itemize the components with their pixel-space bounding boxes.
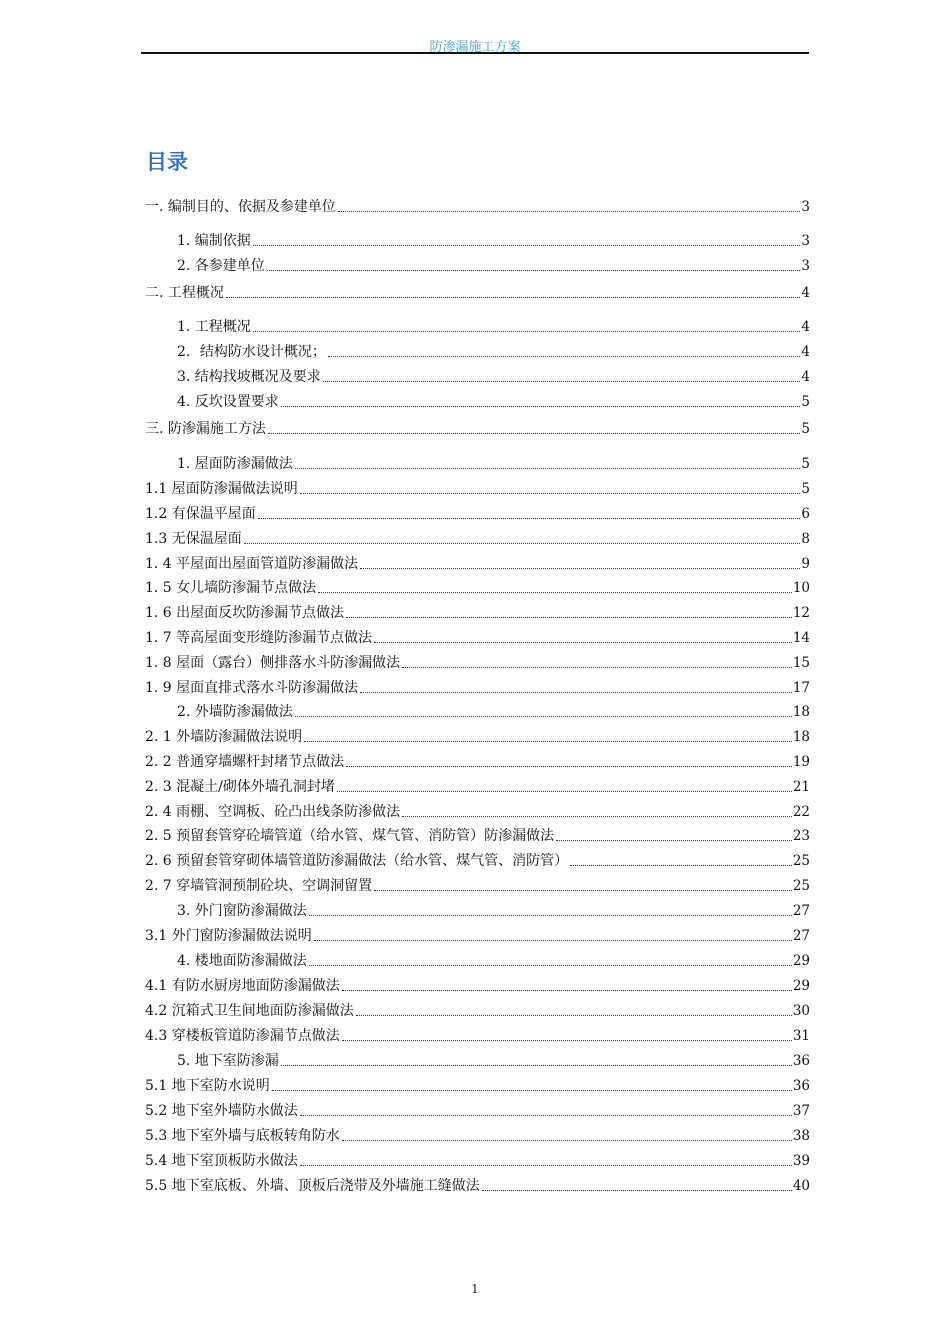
toc-dot-leader: [304, 740, 792, 742]
toc-entry-page-number: 25: [792, 878, 810, 894]
toc-entry-label: 5.1 地下室防水说明: [145, 1078, 270, 1094]
toc-dot-leader: [267, 269, 801, 271]
toc-dot-leader: [300, 492, 801, 494]
toc-entry-label: 2．结构防水设计概况；: [177, 344, 326, 360]
toc-dot-leader: [346, 616, 792, 618]
toc-dot-leader: [300, 1164, 792, 1166]
toc-dot-leader: [323, 380, 801, 382]
toc-entry-label: 5.3 地下室外墙与底板转角防水: [145, 1128, 340, 1144]
toc-entry-label: 4.3 穿楼板管道防渗漏节点做法: [145, 1028, 340, 1044]
toc-entry[interactable]: [145, 227, 810, 249]
toc-dot-leader: [318, 591, 792, 593]
toc-entry[interactable]: [145, 1047, 810, 1069]
toc-dot-leader: [244, 542, 801, 544]
toc-dot-leader: [295, 715, 792, 717]
toc-entry-label: 1.3 无保温屋面: [145, 531, 242, 547]
toc-entry[interactable]: [145, 997, 810, 1019]
toc-dot-leader: [268, 432, 801, 434]
toc-entry-page-number: 27: [792, 903, 810, 919]
toc-dot-leader: [295, 467, 801, 469]
toc-entry-page-number: 4: [801, 285, 810, 301]
toc-entry-label: 2. 4 雨棚、空调板、砼凸出线条防渗做法: [145, 804, 401, 820]
toc-dot-leader: [338, 210, 801, 212]
toc-dot-leader: [300, 1114, 792, 1116]
toc-entry-page-number: 29: [792, 953, 810, 969]
toc-entry-label: 5.2 地下室外墙防水做法: [145, 1103, 298, 1119]
toc-entry-label: 1. 8 屋面（露台）侧排落水斗防渗漏做法: [145, 655, 401, 671]
toc-entry[interactable]: [145, 450, 810, 472]
toc-entry-page-number: 3: [801, 199, 810, 215]
toc-dot-leader: [253, 330, 801, 332]
toc-entry-page-number: 4: [801, 319, 810, 335]
toc-dot-leader: [253, 244, 801, 246]
toc-entry[interactable]: [145, 698, 810, 720]
toc-dot-leader: [314, 939, 792, 941]
toc-entry-label: 3.1 外门窗防渗漏做法说明: [145, 928, 312, 944]
toc-dot-leader: [258, 517, 801, 519]
toc-entry[interactable]: [145, 822, 810, 844]
toc-entry-page-number: 5: [801, 421, 810, 437]
toc-dot-leader: [281, 405, 801, 407]
toc-entry-label: 4.1 有防水厨房地面防渗漏做法: [145, 978, 340, 994]
toc-entry[interactable]: [145, 972, 810, 994]
toc-dot-leader: [281, 1064, 792, 1066]
toc-entry-page-number: 27: [792, 928, 810, 944]
toc-entry-label: 2. 各参建单位: [177, 258, 265, 274]
toc-entry-label: 3. 外门窗防渗漏做法: [177, 903, 307, 919]
toc-entry-page-number: 25: [792, 853, 810, 869]
toc-entry-label: 一. 编制目的、依据及参建单位: [145, 199, 336, 215]
toc-entry-page-number: 36: [792, 1078, 810, 1094]
toc-entry-page-number: 12: [792, 605, 810, 621]
toc-entry-page-number: 5: [801, 394, 810, 410]
toc-entry-page-number: 17: [792, 680, 810, 696]
toc-entry[interactable]: [145, 252, 810, 274]
toc-entry-page-number: 14: [792, 630, 810, 646]
toc-entry-label: 2. 外墙防渗漏做法: [177, 704, 293, 720]
toc-entry-page-number: 38: [792, 1128, 810, 1144]
toc-entry-page-number: 10: [792, 580, 810, 596]
toc-dot-leader: [360, 567, 800, 569]
toc-entry[interactable]: [145, 338, 810, 360]
toc-entry[interactable]: [145, 415, 810, 437]
toc-entry[interactable]: [145, 363, 810, 385]
toc-entry-label: 1.2 有保温平屋面: [145, 506, 256, 522]
toc-entry[interactable]: [145, 193, 810, 215]
toc-entry-label: 1. 工程概况: [177, 319, 251, 335]
page-number: 1: [471, 1282, 479, 1296]
toc-entry-page-number: 4: [801, 344, 810, 360]
toc-entry-page-number: 29: [792, 978, 810, 994]
toc-entry-page-number: 3: [801, 233, 810, 249]
toc-entry-label: 4. 反坎设置要求: [177, 394, 279, 410]
toc-entry-page-number: 9: [801, 556, 810, 572]
toc-dot-leader: [328, 355, 800, 357]
toc-dot-leader: [482, 1189, 792, 1191]
toc-dot-leader: [342, 989, 792, 991]
toc-entry[interactable]: [145, 847, 810, 869]
toc-entry-label: 2. 7 穿墙管洞预制砼块、空调洞留置: [145, 878, 373, 894]
toc-dot-leader: [226, 296, 801, 298]
toc-entry[interactable]: [145, 649, 810, 671]
toc-dot-leader: [272, 1089, 792, 1091]
toc-entry-label: 2. 2 普通穿墙螺杆封堵节点做法: [145, 754, 345, 770]
toc-entry-page-number: 18: [792, 729, 810, 745]
toc-dot-leader: [402, 815, 792, 817]
toc-dot-leader: [374, 889, 792, 891]
toc-entry[interactable]: [145, 723, 810, 745]
toc-entry-label: 1. 编制依据: [177, 233, 251, 249]
running-header-title: 防渗漏施工方案: [429, 40, 521, 55]
toc-entry-label: 1. 9 屋面直排式落水斗防渗漏做法: [145, 680, 359, 696]
toc-dot-leader: [374, 641, 792, 643]
toc-entry[interactable]: [145, 388, 810, 410]
toc-entry-label: 1. 7 等高屋面变形缝防渗漏节点做法: [145, 630, 373, 646]
toc-entry-page-number: 39: [792, 1153, 810, 1169]
toc-entry[interactable]: [145, 773, 810, 795]
toc-entry-label: 1.1 屋面防渗漏做法说明: [145, 481, 298, 497]
toc-heading: 目录: [146, 149, 188, 174]
toc-entry[interactable]: [145, 1097, 810, 1119]
toc-entry[interactable]: [145, 1022, 810, 1044]
toc-entry-label: 1. 4 平屋面出屋面管道防渗漏做法: [145, 556, 359, 572]
toc-entry[interactable]: [145, 313, 810, 335]
toc-entry[interactable]: [145, 872, 810, 894]
toc-entry-label: 3. 结构找坡概况及要求: [177, 369, 321, 385]
toc-dot-leader: [342, 1139, 792, 1141]
toc-entry-page-number: 8: [801, 531, 810, 547]
toc-entry-page-number: 4: [801, 369, 810, 385]
toc-entry-label: 1. 5 女儿墙防渗漏节点做法: [145, 580, 317, 596]
toc-entry[interactable]: [145, 1172, 810, 1194]
toc-dot-leader: [309, 964, 792, 966]
toc-entry-page-number: 30: [792, 1003, 810, 1019]
toc-entry[interactable]: [145, 500, 810, 522]
toc-entry-label: 2. 3 混凝土/砌体外墙孔洞封堵: [145, 779, 335, 795]
toc-entry-page-number: 19: [792, 754, 810, 770]
toc-dot-leader: [556, 839, 792, 841]
toc-entry-label: 2. 1 外墙防渗漏做法说明: [145, 729, 303, 745]
toc-entry-label: 三. 防渗漏施工方法: [145, 421, 266, 437]
toc-entry[interactable]: [145, 475, 810, 497]
toc-entry[interactable]: [145, 574, 810, 596]
toc-entry-page-number: 22: [792, 804, 810, 820]
toc-entry[interactable]: [145, 550, 810, 572]
toc-dot-leader: [402, 666, 792, 668]
toc-entry[interactable]: [145, 897, 810, 919]
toc-entry-page-number: 40: [792, 1178, 810, 1194]
table-of-contents: [145, 0, 810, 1344]
toc-entry-label: 5.4 地下室顶板防水做法: [145, 1153, 298, 1169]
toc-entry-page-number: 15: [792, 655, 810, 671]
toc-dot-leader: [337, 790, 792, 792]
toc-entry-page-number: 37: [792, 1103, 810, 1119]
toc-entry[interactable]: [145, 279, 810, 301]
toc-entry[interactable]: [145, 798, 810, 820]
toc-entry-page-number: 5: [801, 481, 810, 497]
toc-entry[interactable]: [145, 748, 810, 770]
toc-entry[interactable]: [145, 674, 810, 696]
toc-entry-page-number: 31: [792, 1028, 810, 1044]
toc-entry[interactable]: [145, 1122, 810, 1144]
toc-entry-label: 5.5 地下室底板、外墙、顶板后浇带及外墙施工缝做法: [145, 1178, 480, 1194]
toc-entry[interactable]: [145, 1147, 810, 1169]
toc-entry-page-number: 5: [801, 456, 810, 472]
toc-entry-page-number: 3: [801, 258, 810, 274]
toc-entry-label: 1. 屋面防渗漏做法: [177, 456, 293, 472]
toc-entry-label: 4. 楼地面防渗漏做法: [177, 953, 307, 969]
toc-dot-leader: [342, 1039, 792, 1041]
toc-entry-page-number: 6: [801, 506, 810, 522]
toc-entry-page-number: 36: [792, 1053, 810, 1069]
toc-entry-page-number: 21: [792, 779, 810, 795]
toc-entry-label: 二. 工程概况: [145, 285, 224, 301]
toc-entry-page-number: 23: [792, 828, 810, 844]
toc-dot-leader: [309, 914, 792, 916]
toc-entry[interactable]: [145, 599, 810, 621]
toc-dot-leader: [356, 1014, 792, 1016]
toc-entry[interactable]: [145, 1072, 810, 1094]
toc-entry-label: 1. 6 出屋面反坎防渗漏节点做法: [145, 605, 345, 621]
toc-entry[interactable]: [145, 947, 810, 969]
toc-entry-label: 4.2 沉箱式卫生间地面防渗漏做法: [145, 1003, 354, 1019]
toc-entry-page-number: 18: [792, 704, 810, 720]
toc-dot-leader: [346, 765, 792, 767]
toc-entry[interactable]: [145, 922, 810, 944]
toc-entry-label: 5. 地下室防渗漏: [177, 1053, 279, 1069]
toc-dot-leader: [360, 691, 792, 693]
toc-dot-leader: [570, 864, 792, 866]
toc-entry-label: 2. 5 预留套管穿砼墙管道（给水管、煤气管、消防管）防渗漏做法: [145, 828, 555, 844]
toc-entry[interactable]: [145, 624, 810, 646]
toc-entry-label: 2. 6 预留套管穿砌体墙管道防渗漏做法（给水管、煤气管、消防管）: [145, 853, 569, 869]
toc-entry[interactable]: [145, 525, 810, 547]
